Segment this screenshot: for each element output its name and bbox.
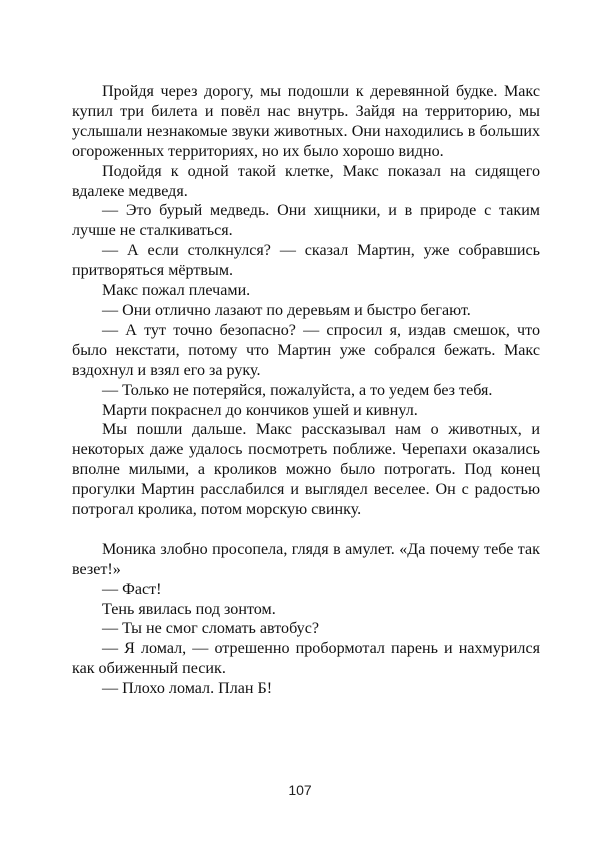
paragraph: Мы пошли дальше. Макс рассказывал нам о животных, и некоторых даже удалось посмотреть поближе. Черепахи оказались вполне милыми, а кроликов можно было потрогать. Под конец прогулки Мартин расслабился и выглядел веселее. Он с радостью потрогал кролика, потом морскую свинку. [72,421,540,519]
paragraph: Марти покраснел до кончиков ушей и кивнул. [102,401,418,419]
paragraph: Моника злобно просопела, глядя в амулет. «Да почему тебе так везет!» [72,540,540,578]
paragraph: — Это бурый медведь. Они хищники, и в природе с таким лучше не сталкиваться. [72,202,540,240]
paragraph: — Они отлично лазают по деревьям и быстро бегают. [102,301,471,319]
paragraph: Макс пожал плечами. [102,282,251,300]
paragraph: — Я ломал, — отрешенно пробормотал парень и нахмурился как обиженный песик. [72,640,540,678]
paragraph: — Плохо ломал. План Б! [102,680,273,698]
paragraph: — Ты не смог сломать автобус? [102,620,319,638]
paragraph: Подойдя к одной такой клетке, Макс показал на сидящего вдалеке медведя. [72,162,540,200]
paragraph: Тень явилась под зонтом. [102,600,276,618]
paragraph: — Только не потеряйся, пожалуйста, а то уедем без тебя. [102,381,493,399]
page-text-block [72,82,540,699]
page-number: 107 [288,782,312,798]
paragraph: — А тут точно безопасно? — спросил я, издав смешок, что было некстати, потому что Мартин уже собрался бежать. Макс вздохнул и взял его за руку. [72,321,540,379]
paragraph: Пройдя через дорогу, мы подошли к деревянной будке. Макс купил три билета и повёл нас внутрь. Зайдя на территорию, мы услышали незнакомые звуки животных. Они находились в больших огороженных территориях, но их было хорошо видно. [72,83,540,160]
paragraph: — Фаст! [102,580,162,598]
paragraph: — А если столкнулся? — сказал Мартин, уже собравшись притворяться мёртвым. [72,242,540,280]
